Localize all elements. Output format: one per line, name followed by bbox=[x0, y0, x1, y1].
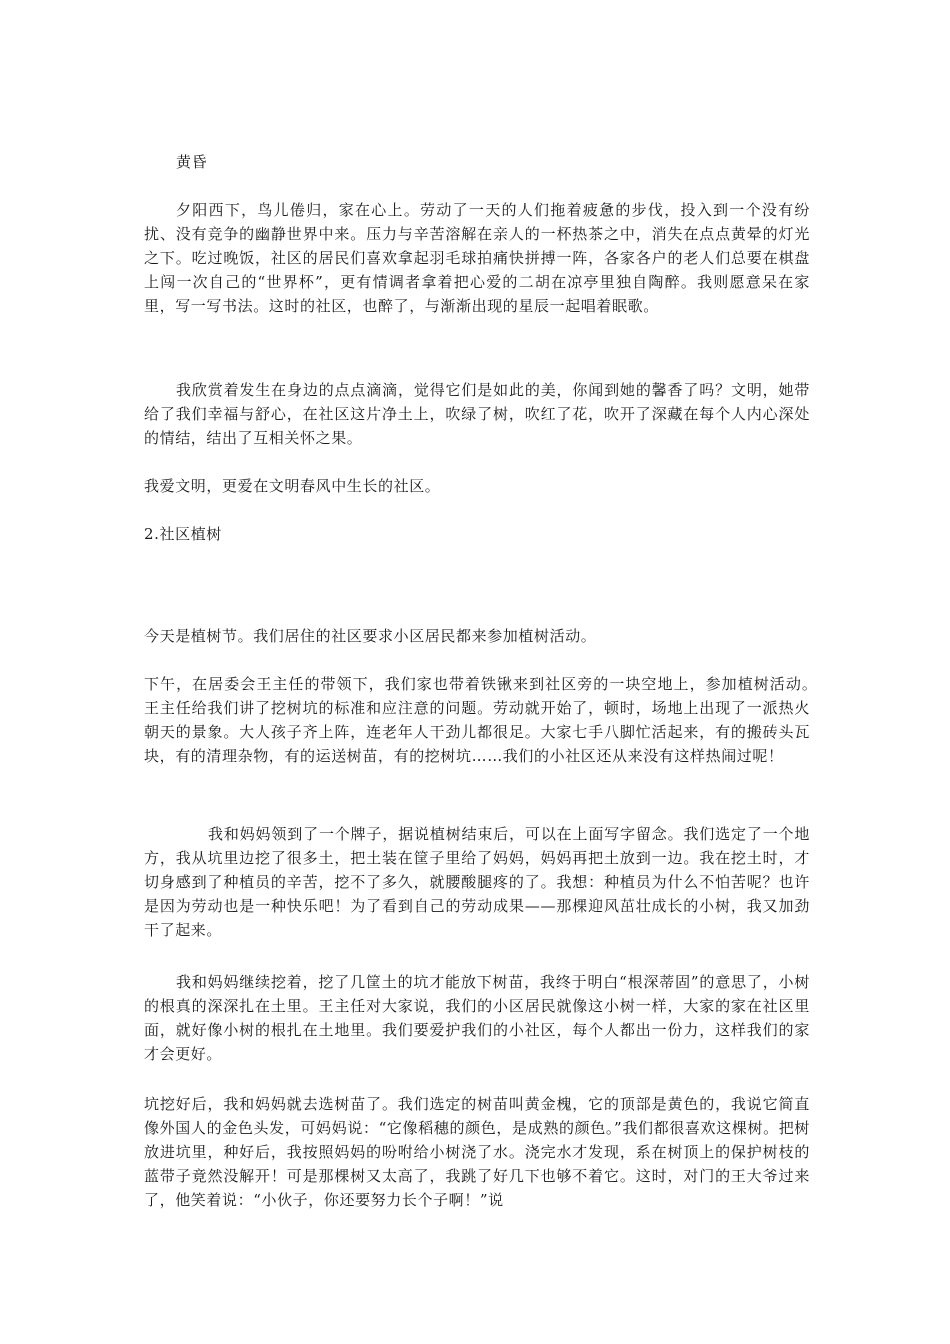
paragraph-deep-roots: 我和妈妈继续挖着，挖了几筐土的坑才能放下树苗，我终于明白“根深蒂固”的意思了，小树的根真的深深扎在土里。王主任对大家说，我们的小区居民就像这小树一样，大家的家在社区里面，就好像小树的根扎在土地里。我们要爱护我们的小社区，每个人都出一份力，这样我们的家才会更好。 bbox=[144, 973, 810, 1063]
heading-dusk: 黄昏 bbox=[176, 153, 208, 171]
heading-tree-planting: 2.社区植树 bbox=[144, 525, 222, 543]
paragraph-arbor-day: 今天是植树节。我们居住的社区要求小区居民都来参加植树活动。 bbox=[144, 627, 597, 645]
paragraph-love-civilization: 我爱文明，更爱在文明春风中生长的社区。 bbox=[144, 477, 441, 495]
paragraph-choose-sapling: 坑挖好后，我和妈妈就去选树苗了。我们选定的树苗叫黄金槐，它的顶部是黄色的，我说它简直像外国人的金色头发，可妈妈说：“它像稻穗的颜色，是成熟的颜色。”我们都很喜欢这棵树。把树放进坑里，种好后，我按照妈妈的吩咐给小树浇了水。浇完水才发现，系在树顶上的保护树枝的蓝带子竟然没解开！可是那棵树又太高了，我跳了好几下也够不着它。这时，对门的王大爷过来了，他笑着说：“小伙子，你还要努力长个子啊！”说 bbox=[144, 1095, 810, 1209]
paragraph-appreciation: 我欣赏着发生在身边的点点滴滴，觉得它们是如此的美，你闻到她的馨香了吗？文明，她带给了我们幸福与舒心，在社区这片净土上，吹绿了树，吹红了花，吹开了深藏在每个人内心深处的情结，结出了互相关怀之果。 bbox=[144, 381, 810, 447]
paragraph-dusk-scene: 夕阳西下，鸟儿倦归，家在心上。劳动了一天的人们拖着疲惫的步伐，投入到一个没有纷扰、没有竞争的幽静世界中来。压力与辛苦溶解在亲人的一杯热茶之中，消失在点点黄晕的灯光之下。吃过晚饭，社区的居民们喜欢拿起羽毛球拍痛快拼搏一阵，各家各户的老人们总要在棋盘上闯一次自己的“世界杯”，更有情调者拿着把心爱的二胡在凉亭里独自陶醉。我则愿意呆在家里，写一写书法。这时的社区，也醉了，与渐渐出现的星辰一起唱着眠歌。 bbox=[144, 201, 810, 315]
paragraph-afternoon-activity: 下午，在居委会王主任的带领下，我们家也带着铁锹来到社区旁的一块空地上，参加植树活动。 王主任给我们讲了挖树坑的标准和应注意的问题。劳动就开始了，顿时，场地上出现了一派热火朝天的景象。大人孩子齐上阵，连老年人干劲儿都很足。大家七手八脚忙活起来，有的搬砖头瓦块，有的清理杂物，有的运送树苗，有的挖树坑……我们的小社区还从来没有这样热闹过呢！ bbox=[144, 675, 826, 765]
paragraph-digging: 我和妈妈领到了一个牌子，据说植树结束后，可以在上面写字留念。我们选定了一个地方，我从坑里边挖了很多土，把土装在筐子里给了妈妈，妈妈再把土放到一边。我在挖土时，才切身感到了种植员的辛苦，挖不了多久，就腰酸腿疼的了。我想：种植员为什么不怕苦呢？也许是因为劳动也是一种快乐吧！为了看到自己的劳动成果——那棵迎风茁壮成长的小树，我又加劲干了起来。 bbox=[144, 825, 810, 939]
